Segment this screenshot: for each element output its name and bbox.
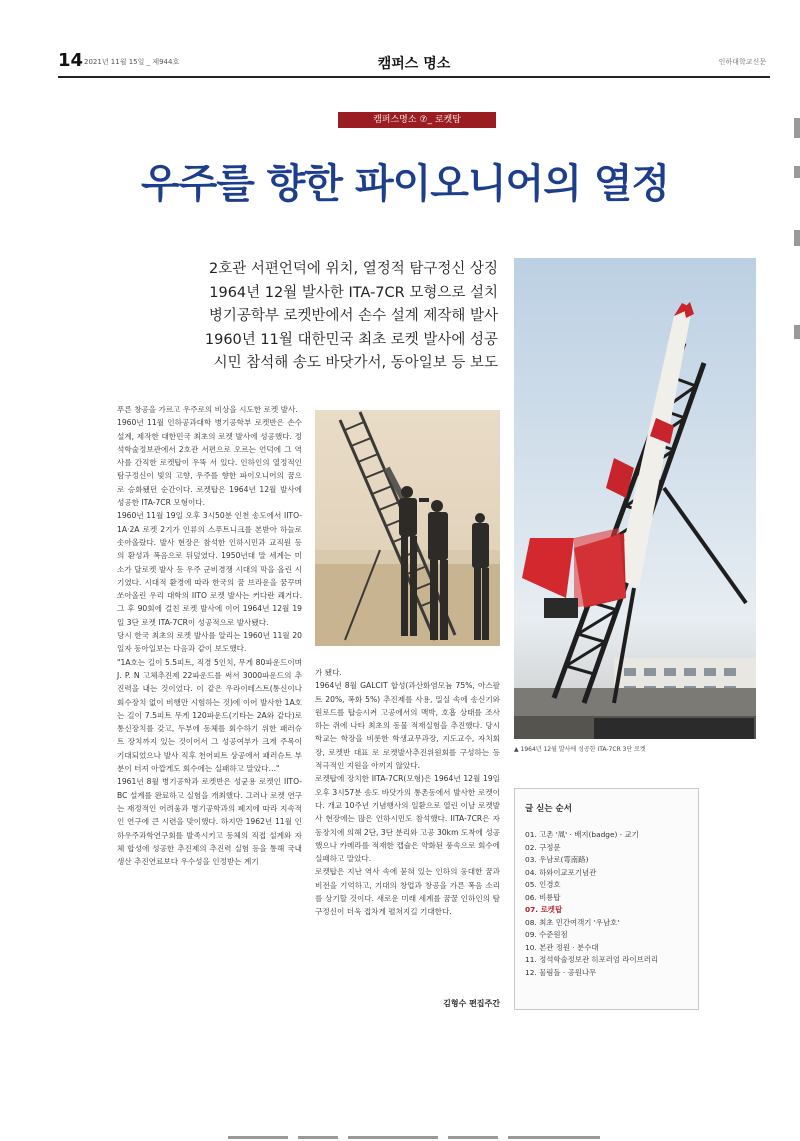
edge-mark (794, 230, 800, 246)
archive-launch-photo (315, 410, 500, 646)
edge-mark (794, 118, 800, 138)
rocket-tower-photo (514, 258, 756, 739)
toc-item: 04. 하와이교포기념관 (525, 867, 597, 877)
page-header (58, 48, 770, 76)
toc-item: 06. 비룡탑 (525, 892, 561, 902)
subheads (200, 258, 498, 376)
header-rule (58, 76, 770, 78)
body-column-1 (117, 403, 302, 868)
toc-item: 02. 구정문 (525, 842, 561, 852)
body-paragraph: "1A호는 길이 5.5피트, 직경 5인치, 무게 80파운드이며 J. P. N 고체추진제 22파운드를 써서 3000파운드의 추진력을 내는 것이었다. 이 같은 우라이테스트(통신이나 회수장치 없이 비행만 시험하는 것)에 이어 발사한 1A호는 길이 7.5피트 무게 120파운드(기타는 2A와 같다)로 통신장치를 갖고, 두부에 동체를 회수하기 위한 패러슈트 장치까지 있는 것이어서 그 성공여부가 크게 주목이 기대되었으나 발사 직후 천어피트 상공에서 패러슈트 부분이 터져 아깝게도 회수에는 실패하고 말았다…" (117, 657, 302, 774)
body-paragraph: 로켓탑은 지난 역사 속에 묻혀 있는 인하의 웅대한 꿈과 비전을 기억하고, 기대의 창업과 창공을 가른 폭음 소리를 상기할 것이다. 새로운 미래 세계를 꿈꿀 인하인의 탐구정신이 더욱 접차게 펼쳐지길 기대한다. (315, 867, 500, 917)
subhead-line: 1960년 11월 대한민국 최초 로켓 발사에 성공 (204, 331, 498, 348)
toc-item: 03. 우남로(雩南路) (525, 855, 589, 864)
subhead-line: 2호관 서편언덕에 위치, 열정적 탐구정신 상징 (208, 261, 498, 277)
edge-mark (794, 325, 800, 339)
toc-item: 09. 수준원점 (525, 930, 568, 939)
toc-item: 12. 물림돌 · 공원나무 (525, 967, 597, 977)
toc-title: 글 싣는 순서 (525, 804, 572, 814)
body-paragraph: 1960년 11월 19일 오후 3시50분 인천 송도에서 IITO-1A·2A 로켓 2기가 인류의 스푸트니크를 본받아 하늘로 솟아올랐다. 발사 현장은 참석한 인하시민과 교직원 등의 환성과 폭음으로 뒤덮였다. 1950년대 말 세계는 미소가 달로켓 발사 등 우주 군비경쟁 시대의 막을 올린 시기였다. 시대적 환경에 따라 한국의 꿈 브라운을 꿈꾸며 쏘아올린 우리 대학의 IITO 로켓 발사는 커다란 쾌거다. 그 후 90회에 걸친 로켓 발사에 이어 1964년 12월 19일 3단 로켓 ITA-7CR이 성공적으로 발사됐다. (117, 511, 302, 627)
subhead-line: 1964년 12월 발사한 ITA-7CR 모형으로 설치 (209, 284, 498, 301)
body-paragraph: 가 됐다. (315, 668, 342, 677)
issue-date: 2021년 11월 15일 _ 제944호 (84, 58, 180, 66)
rocket-tower-illustration (514, 258, 756, 739)
toc-item: 11. 정석학술정보관 히포러엄 라이브러리 (525, 955, 659, 964)
toc-item: 01. 고촌 '凮' · 배지(badge) · 교기 (525, 830, 639, 839)
body-paragraph: 1960년 11월 인하공과대학 병기공학부 로켓반은 손수 설계, 제작한 대한민국 최초의 로켓 발사에 성공했다. 정석학술정보관에서 2호관 서편으로 오르는 언덕에 그 역사를 간직한 로켓탑이 우뚝 서 있다. 인하인의 열정적인 탐구정신이 빛의 고향, 우주를 향한 파이오니어의 꿈으로 승화됐던 순간이다. 로켓탑은 1964년 12월 발사에 성공한 ITA-7CR 모형이다. (117, 418, 302, 508)
author-byline: 김형수 편집주간 (443, 999, 500, 1008)
toc-list (525, 829, 695, 979)
headline: 우주를 향한 파이오니어의 열정 (140, 161, 670, 207)
toc-item: 08. 최초 민간여객기 '우남호' (525, 917, 620, 927)
body-paragraph: 푸른 창공을 가르고 우주로의 비상을 시도한 로켓 발사. (117, 405, 298, 414)
subhead-line: 병기공학부 로켓반에서 손수 설계 제작해 발사 (208, 308, 498, 324)
body-column-2 (315, 666, 500, 919)
archive-launch-illustration (315, 410, 500, 646)
body-paragraph: 당시 한국 최초의 로켓 발사를 알리는 1960년 11월 20일자 동아일보는 다음과 같이 보도했다. (117, 631, 302, 654)
body-paragraph: 1961년 8월 병기공학과 로켓반은 성균용 로켓인 IITO-BC 설계를 완료하고 실험을 개최했다. 그러나 로켓 연구는 재정적인 어려움과 병기공학과의 폐지에 따라 지속적인 연구에 큰 시련을 맞이했다. 하지만 1962년 11월 인하우주과학연구회를 발족시키고 동체의 직접 설계와 자체 합성에 성공한 추진제의 추진력 실험 등을 통해 국내 생산 추진연료보다 우수성을 인정받는 계기 (117, 777, 302, 867)
subhead-line: 시민 참석해 송도 바닷가서, 동아일보 등 보도 (213, 355, 498, 371)
section-name: 캠퍼스 명소 (377, 56, 451, 72)
toc-item: 05. 인경호 (525, 880, 561, 889)
toc-item-current: 07. 로켓탑 (525, 905, 563, 914)
body-paragraph: 로켓탑에 장치한 IITA-7CR(모형)은 1964년 12월 19일 오후 3시57분 송도 바닷가의 통촌동에서 발사한 로켓이다. 개교 10주년 기념행사의 일환으로 열린 이날 로켓발사 현장에는 많은 인하시민도 참석했다. IITA-7CR은 자동장치에 의해 2단, 3단 분리와 고공 30km 도착에 성공했으나 카메라를 적재한 캡슐은 약화된 풍속으로 회수에 실패하고 말았다. (315, 774, 500, 864)
footer-text-strip (228, 1134, 600, 1141)
toc-item: 10. 본관 정원 · 분수대 (525, 942, 599, 952)
series-badge: 캠퍼스명소 ⑦_ 로켓탑 (338, 112, 496, 128)
series-toc (514, 788, 699, 1010)
edge-mark (794, 166, 800, 178)
photo-caption: ▲ 1964년 12월 발사에 성공한 ITA-7CR 3단 로켓 (514, 746, 646, 753)
page-number: 14 (58, 50, 84, 71)
body-paragraph: 1964년 8월 GALCIT 합성(과산화염모늄 75%, 아스팔트 20%, 폭화 5%) 추진제를 사용, 밀실 속에 송신기와 원로드를 탑승시켜 고공에서의 맥박, 호흡 상태를 조사하는 쥐에 나타 최초의 동물 적재실험을 추진했다. 당시 학교는 학장을 비롯한 학생교무과장, 지도교수, 자치회장, 로켓반 대표 로 로켓발사추진위원회를 구성하는 등 적극적인 지원을 아끼지 않았다. (315, 681, 500, 771)
paper-name: 인하대학교신문 (718, 58, 766, 66)
